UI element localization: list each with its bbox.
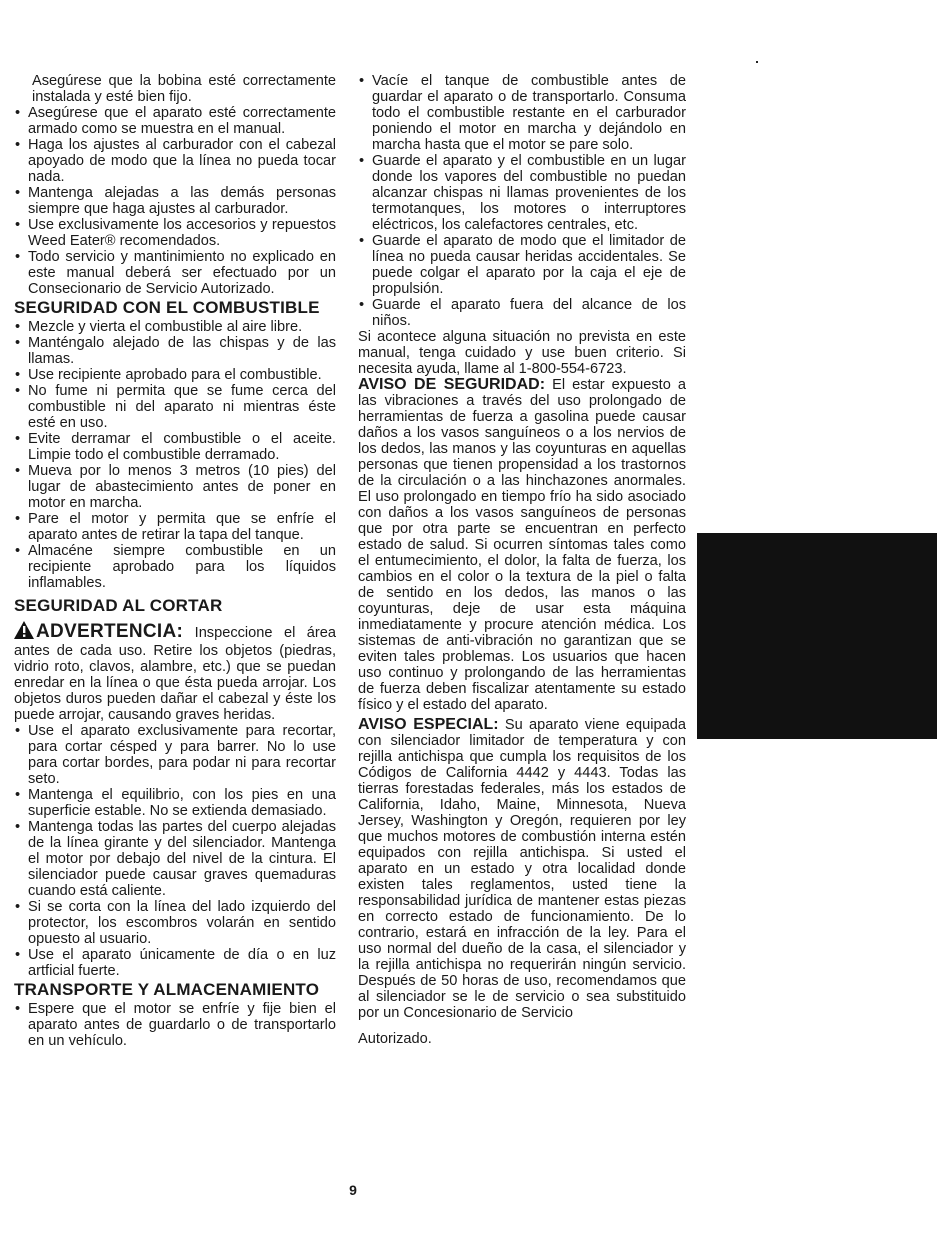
list-item: • Manténgalo alejado de las chispas y de las llamas. [14,335,336,367]
list-item: • Guarde el aparato fuera del alcance de los niños. [358,297,686,329]
heading-transport-storage: TRANSPORTE Y ALMACENAMIENTO [14,980,320,999]
warning-triangle-icon [14,621,34,643]
warning-label: ADVERTENCIA: [36,621,184,642]
safety-notice-paragraph [358,377,686,713]
list-item: • Use el aparato únicamente de día o en luz artficial fuerte. [14,947,336,979]
special-notice-paragraph [358,717,686,1021]
bullet-list-storage [358,73,686,329]
list-item: • Use recipiente aprobado para el combustible. [14,367,336,383]
list-item: • Haga los ajustes al carburador con el cabezal apoyado de modo que la línea no pueda tocar nada. [14,137,336,185]
list-item: • Guarde el aparato y el combustible en un lugar donde los vapores del combustible no puedan alcanzar chispas ni llamas provenientes de los termotanques, los motores o interruptores eléctricos, los calefactores centrales, etc. [358,153,686,233]
intro-paragraph: Asegúrese que la bobina esté correctamente instalada y esté bien fijo. [32,73,336,105]
warning-text: Inspeccione el área antes de cada uso. Retire los objetos (piedras, vidrio roto, clavos, alambre, etc.) que se puedan enredar en la línea o que ésta pueda arrojar. Los objetos duros pueden dañar el cabezal y éste los puede arrojar, causando graves heridas. [14,625,337,723]
list-item: • Si se corta con la línea del lado izquierdo del protector, los escombros volarán en sentido opuesto al usuario. [14,899,336,947]
list-item: • Use el aparato exclusivamente para recortar, para cortar césped y para barrer. No lo use para cortar bordes, para podar ni para recortar seto. [14,723,336,787]
bullet-list-cutting [14,723,336,979]
warning-paragraph [14,621,336,723]
bullet-list-transport [14,1001,336,1049]
special-notice-text: Su aparato viene equipada con silenciador limitador de temperatura y con rejilla antichispa que cumpla los requisitos de los Códigos de California 4442 y 4443. Todas las tierras forestadas federales, más los estados de California, Idaho, Maine, Minnesota, Nueva Jersey, Washington y Oregón, requieren por ley que muchos motores de combustión interna estén equipados con rejilla antichispa. Si usted el aparato en un estado y otra localidad donde existen tales reglamentos, usted tiene la responsabilidad jurídica de mantener estas piezas en correcto estado de funcionamiento. De lo contrario, estará en infracción de la ley. Para el uso normal del dueño de la casa, el silenciador y la rejilla antichispa no requerirán ningún servicio. Después de 50 horas de uso, recomendamos que al silenciador se le de servicio o sea substituido por un Concesionario de Servicio [358,717,686,1021]
list-item: • Todo servicio y mantinimiento no explicado en este manual deberá ser efectuado por un Consecionario de Servicio Autorizado. [14,249,336,297]
list-item: • Asegúrese que el aparato esté correctamente armado como se muestra en el manual. [14,105,336,137]
page-number: 9 [349,1182,357,1198]
bullet-list-fuel [14,319,336,591]
list-item: • Pare el motor y permita que se enfríe el aparato antes de retirar la tapa del tanque. [14,511,336,543]
section-thumb-tab [697,533,937,739]
special-notice-tail: Autorizado. [358,1031,432,1047]
right-column [358,73,686,1047]
list-item: • Espere que el motor se enfríe y fije bien el aparato antes de guardarlo o de transportarlo en un vehículo. [14,1001,336,1049]
list-item: • Vacíe el tanque de combustible antes de guardar el aparato o de transportarlo. Consuma todo el combustible restante en el carburador poniendo el motor en marcha y dejándolo en marcha hasta que el motor se pare solo. [358,73,686,153]
heading-cutting-safety: SEGURIDAD AL CORTAR [14,596,223,615]
bullet-list-setup [14,105,336,297]
list-item: • No fume ni permita que se fume cerca del combustible ni del aparato ni mientras éste esté en uso. [14,383,336,431]
heading-fuel-safety: SEGURIDAD CON EL COMBUSTIBLE [14,298,320,317]
help-paragraph: Si acontece alguna situación no prevista en este manual, tenga cuidado y use buen criterio. Si necesita ayuda, llame al 1-800-554-6723. [358,329,686,377]
safety-notice-text: El estar expuesto a las vibraciones a través del uso prolongado de herramientas de fuerza a gasolina puede causar daños a los vasos sanguíneos o a los nervios de los dedos, las manos y las coyunturas en aquellas personas que tienen propensidad a los trastornos de la circulación o a las hinchazones anormales. El uso prolongado en tiempo frío ha sido asociado con daños a los vasos sanguíneos de personas que por otra parte se encuentran en perfecto estado de salud. Si ocurren síntomas tales como el entumecimiento, el dolor, la falta de fuerza, los cambios en el color o la textura de la piel o falta de sentido en los dedos, las manos o las coyunturas, deje de usar esta máquina inmediatamente y procure atención médica. Los sistemas de anti-vibración no garantizan que se eviten tales problemas. Los usuarios que hacen uso continuo y prolongando de las herramientas de fuerza deben fiscalizar atentamente su estado físico y el estado del aparato. [358,377,686,713]
left-column [14,73,336,1049]
list-item: • Mueva por lo menos 3 metros (10 pies) del lugar de abastecimiento antes de poner en motor en marcha. [14,463,336,511]
list-item: • Guarde el aparato de modo que el limitador de línea no pueda causar heridas accidentales. Se puede colgar el aparato por la caja el eje de propulsión. [358,233,686,297]
speck [756,61,758,63]
safety-notice-label: AVISO DE SEGURIDAD: [358,376,546,393]
list-item: • Mantenga todas las partes del cuerpo alejadas de la línea girante y del silenciador. Mantenga el motor por debajo del nivel de la cintura. El silenciador puede causar graves quemaduras cuando está caliente. [14,819,336,899]
list-item: • Mezcle y vierta el combustible al aire libre. [14,319,336,335]
list-item: • Evite derramar el combustible o el aceite. Limpie todo el combustible derramado. [14,431,336,463]
list-item: • Almacéne siempre combustible en un recipiente aprobado para los líquidos inflamables. [14,543,336,591]
list-item: • Mantenga alejadas a las demás personas siempre que haga ajustes al carburador. [14,185,336,217]
special-notice-label: AVISO ESPECIAL: [358,716,499,733]
list-item: • Mantenga el equilibrio, con los pies en una superficie estable. No se extienda demasiado. [14,787,336,819]
list-item: • Use exclusivamente los accesorios y repuestos Weed Eater® recomendados. [14,217,336,249]
